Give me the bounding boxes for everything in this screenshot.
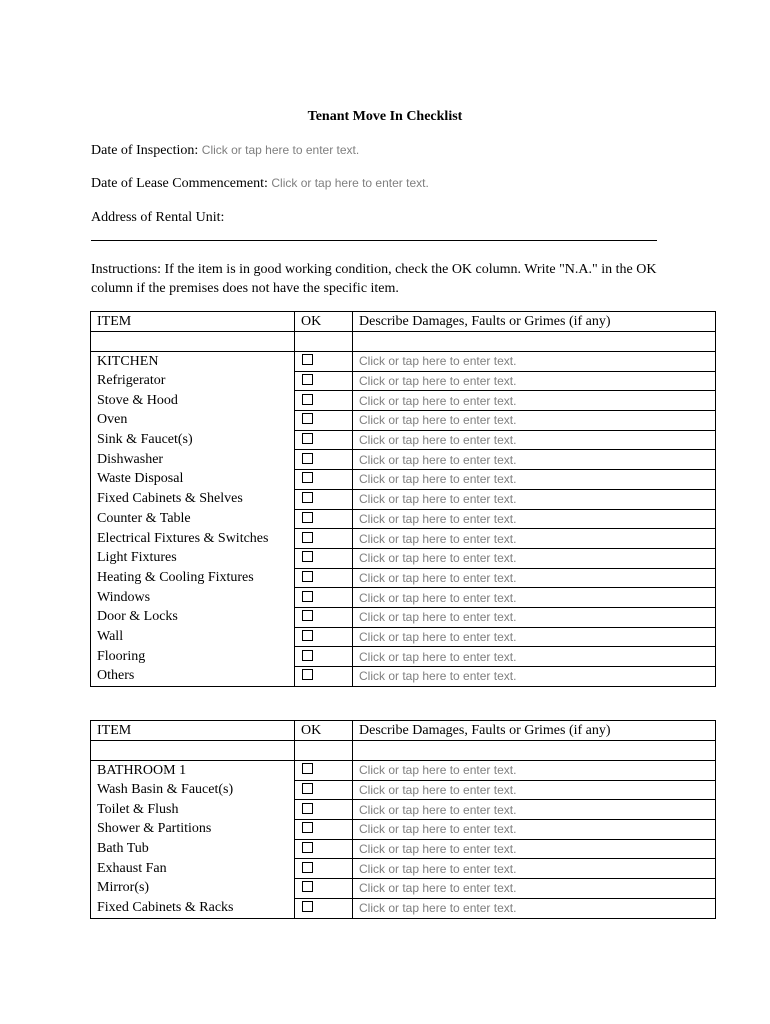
ok-cell (295, 879, 353, 899)
describe-field[interactable]: Click or tap here to enter text. (353, 411, 716, 431)
table-row (91, 627, 716, 647)
ok-cell (295, 450, 353, 470)
table-row (91, 879, 716, 899)
ok-checkbox[interactable] (302, 610, 313, 621)
table-row (91, 607, 716, 627)
describe-field[interactable]: Click or tap here to enter text. (353, 430, 716, 450)
ok-checkbox[interactable] (302, 901, 313, 912)
table-row (91, 352, 716, 372)
item-label: KITCHEN (91, 352, 295, 372)
ok-cell (295, 371, 353, 391)
describe-field[interactable]: Click or tap here to enter text. (353, 627, 716, 647)
header-describe: Describe Damages, Faults or Grimes (if any) (353, 721, 716, 741)
describe-field[interactable]: Click or tap here to enter text. (353, 667, 716, 687)
ok-checkbox[interactable] (302, 551, 313, 562)
ok-checkbox[interactable] (302, 374, 313, 385)
item-label: Flooring (91, 647, 295, 667)
describe-field[interactable]: Click or tap here to enter text. (353, 839, 716, 859)
ok-checkbox[interactable] (302, 433, 313, 444)
kitchen-checklist-table (90, 311, 716, 687)
ok-cell (295, 761, 353, 781)
table-row (91, 667, 716, 687)
ok-checkbox[interactable] (302, 881, 313, 892)
ok-cell (295, 529, 353, 549)
item-label: Refrigerator (91, 371, 295, 391)
ok-checkbox[interactable] (302, 453, 313, 464)
item-label: Others (91, 667, 295, 687)
table-row (91, 839, 716, 859)
date-of-inspection-field[interactable]: Click or tap here to enter text. (201, 143, 360, 157)
ok-cell (295, 667, 353, 687)
ok-cell (295, 588, 353, 608)
ok-checkbox[interactable] (302, 783, 313, 794)
blank-cell (295, 741, 353, 761)
header-describe: Describe Damages, Faults or Grimes (if any) (353, 312, 716, 332)
item-label: Shower & Partitions (91, 820, 295, 840)
table-row (91, 568, 716, 588)
table-header-row (91, 312, 716, 332)
describe-field[interactable]: Click or tap here to enter text. (353, 450, 716, 470)
ok-checkbox[interactable] (302, 650, 313, 661)
table-row (91, 411, 716, 431)
table-blank-row (91, 741, 716, 761)
describe-field[interactable]: Click or tap here to enter text. (353, 391, 716, 411)
ok-cell (295, 627, 353, 647)
table-row (91, 430, 716, 450)
ok-cell (295, 489, 353, 509)
ok-checkbox[interactable] (302, 862, 313, 873)
ok-checkbox[interactable] (302, 842, 313, 853)
header-ok: OK (295, 312, 353, 332)
item-label: Bath Tub (91, 839, 295, 859)
table-blank-row (91, 332, 716, 352)
ok-cell (295, 839, 353, 859)
ok-checkbox[interactable] (302, 763, 313, 774)
describe-field[interactable]: Click or tap here to enter text. (353, 761, 716, 781)
address-label: Address of Rental Unit: (91, 210, 225, 225)
table-row (91, 548, 716, 568)
ok-cell (295, 898, 353, 918)
describe-field[interactable]: Click or tap here to enter text. (353, 529, 716, 549)
describe-field[interactable]: Click or tap here to enter text. (353, 568, 716, 588)
item-label: Electrical Fixtures & Switches (91, 529, 295, 549)
table-row (91, 859, 716, 879)
describe-field[interactable]: Click or tap here to enter text. (353, 879, 716, 899)
table-row (91, 450, 716, 470)
item-label: BATHROOM 1 (91, 761, 295, 781)
ok-cell (295, 430, 353, 450)
table-row (91, 800, 716, 820)
address-underline[interactable] (91, 240, 657, 241)
lease-commencement-row (91, 176, 429, 192)
item-label: Stove & Hood (91, 391, 295, 411)
table-row (91, 470, 716, 490)
ok-checkbox[interactable] (302, 512, 313, 523)
ok-cell (295, 470, 353, 490)
describe-field[interactable]: Click or tap here to enter text. (353, 489, 716, 509)
header-ok: OK (295, 721, 353, 741)
bathroom-checklist-table (90, 720, 716, 919)
blank-cell (91, 332, 295, 352)
item-label: Sink & Faucet(s) (91, 430, 295, 450)
ok-cell (295, 509, 353, 529)
ok-checkbox[interactable] (302, 630, 313, 641)
page-title: Tenant Move In Checklist (307, 109, 463, 124)
item-label: Toilet & Flush (91, 800, 295, 820)
table-row (91, 780, 716, 800)
describe-field[interactable]: Click or tap here to enter text. (353, 859, 716, 879)
describe-field[interactable]: Click or tap here to enter text. (353, 352, 716, 372)
ok-checkbox[interactable] (302, 394, 313, 405)
ok-cell (295, 859, 353, 879)
ok-cell (295, 647, 353, 667)
ok-cell (295, 568, 353, 588)
describe-field[interactable]: Click or tap here to enter text. (353, 780, 716, 800)
ok-cell (295, 607, 353, 627)
describe-field[interactable]: Click or tap here to enter text. (353, 509, 716, 529)
ok-cell (295, 391, 353, 411)
ok-checkbox[interactable] (302, 532, 313, 543)
date-of-inspection-row (91, 143, 359, 159)
blank-cell (353, 741, 716, 761)
item-label: Counter & Table (91, 509, 295, 529)
ok-checkbox[interactable] (302, 591, 313, 602)
ok-cell (295, 820, 353, 840)
table-row (91, 371, 716, 391)
ok-checkbox[interactable] (302, 571, 313, 582)
table-row (91, 509, 716, 529)
item-label: Light Fixtures (91, 548, 295, 568)
header-item: ITEM (91, 312, 295, 332)
table-row (91, 761, 716, 781)
item-label: Door & Locks (91, 607, 295, 627)
item-label: Fixed Cabinets & Racks (91, 898, 295, 918)
describe-field[interactable]: Click or tap here to enter text. (353, 898, 716, 918)
describe-field[interactable]: Click or tap here to enter text. (353, 800, 716, 820)
ok-checkbox[interactable] (302, 492, 313, 503)
ok-cell (295, 411, 353, 431)
ok-cell (295, 548, 353, 568)
table-row (91, 647, 716, 667)
ok-checkbox[interactable] (302, 472, 313, 483)
ok-cell (295, 352, 353, 372)
ok-cell (295, 780, 353, 800)
blank-cell (295, 332, 353, 352)
table-row (91, 820, 716, 840)
header-item: ITEM (91, 721, 295, 741)
item-label: Mirror(s) (91, 879, 295, 899)
ok-checkbox[interactable] (302, 822, 313, 833)
ok-checkbox[interactable] (302, 413, 313, 424)
describe-field[interactable]: Click or tap here to enter text. (353, 371, 716, 391)
item-label: Exhaust Fan (91, 859, 295, 879)
table-row (91, 898, 716, 918)
describe-field[interactable]: Click or tap here to enter text. (353, 647, 716, 667)
table-row (91, 489, 716, 509)
blank-cell (91, 741, 295, 761)
item-label: Wash Basin & Faucet(s) (91, 780, 295, 800)
item-label: Heating & Cooling Fixtures (91, 568, 295, 588)
lease-commencement-field[interactable]: Click or tap here to enter text. (271, 176, 429, 190)
table-row (91, 529, 716, 549)
describe-field[interactable]: Click or tap here to enter text. (353, 820, 716, 840)
ok-checkbox[interactable] (302, 803, 313, 814)
ok-cell (295, 800, 353, 820)
item-label: Wall (91, 627, 295, 647)
item-label: Dishwasher (91, 450, 295, 470)
table-header-row (91, 721, 716, 741)
blank-cell (353, 332, 716, 352)
item-label: Waste Disposal (91, 470, 295, 490)
ok-checkbox[interactable] (302, 669, 313, 680)
ok-checkbox[interactable] (302, 354, 313, 365)
describe-field[interactable]: Click or tap here to enter text. (353, 607, 716, 627)
instructions: Instructions: If the item is in good working condition, check the OK column. Write "N.A." in the OK column if the premises does not have the specific item. (91, 262, 657, 296)
describe-field[interactable]: Click or tap here to enter text. (353, 470, 716, 490)
item-label: Oven (91, 411, 295, 431)
describe-field[interactable]: Click or tap here to enter text. (353, 548, 716, 568)
table-row (91, 588, 716, 608)
lease-commencement-label: Date of Lease Commencement: (91, 176, 268, 191)
item-label: Windows (91, 588, 295, 608)
date-of-inspection-label: Date of Inspection: (91, 143, 199, 158)
item-label: Fixed Cabinets & Shelves (91, 489, 295, 509)
describe-field[interactable]: Click or tap here to enter text. (353, 588, 716, 608)
table-row (91, 391, 716, 411)
